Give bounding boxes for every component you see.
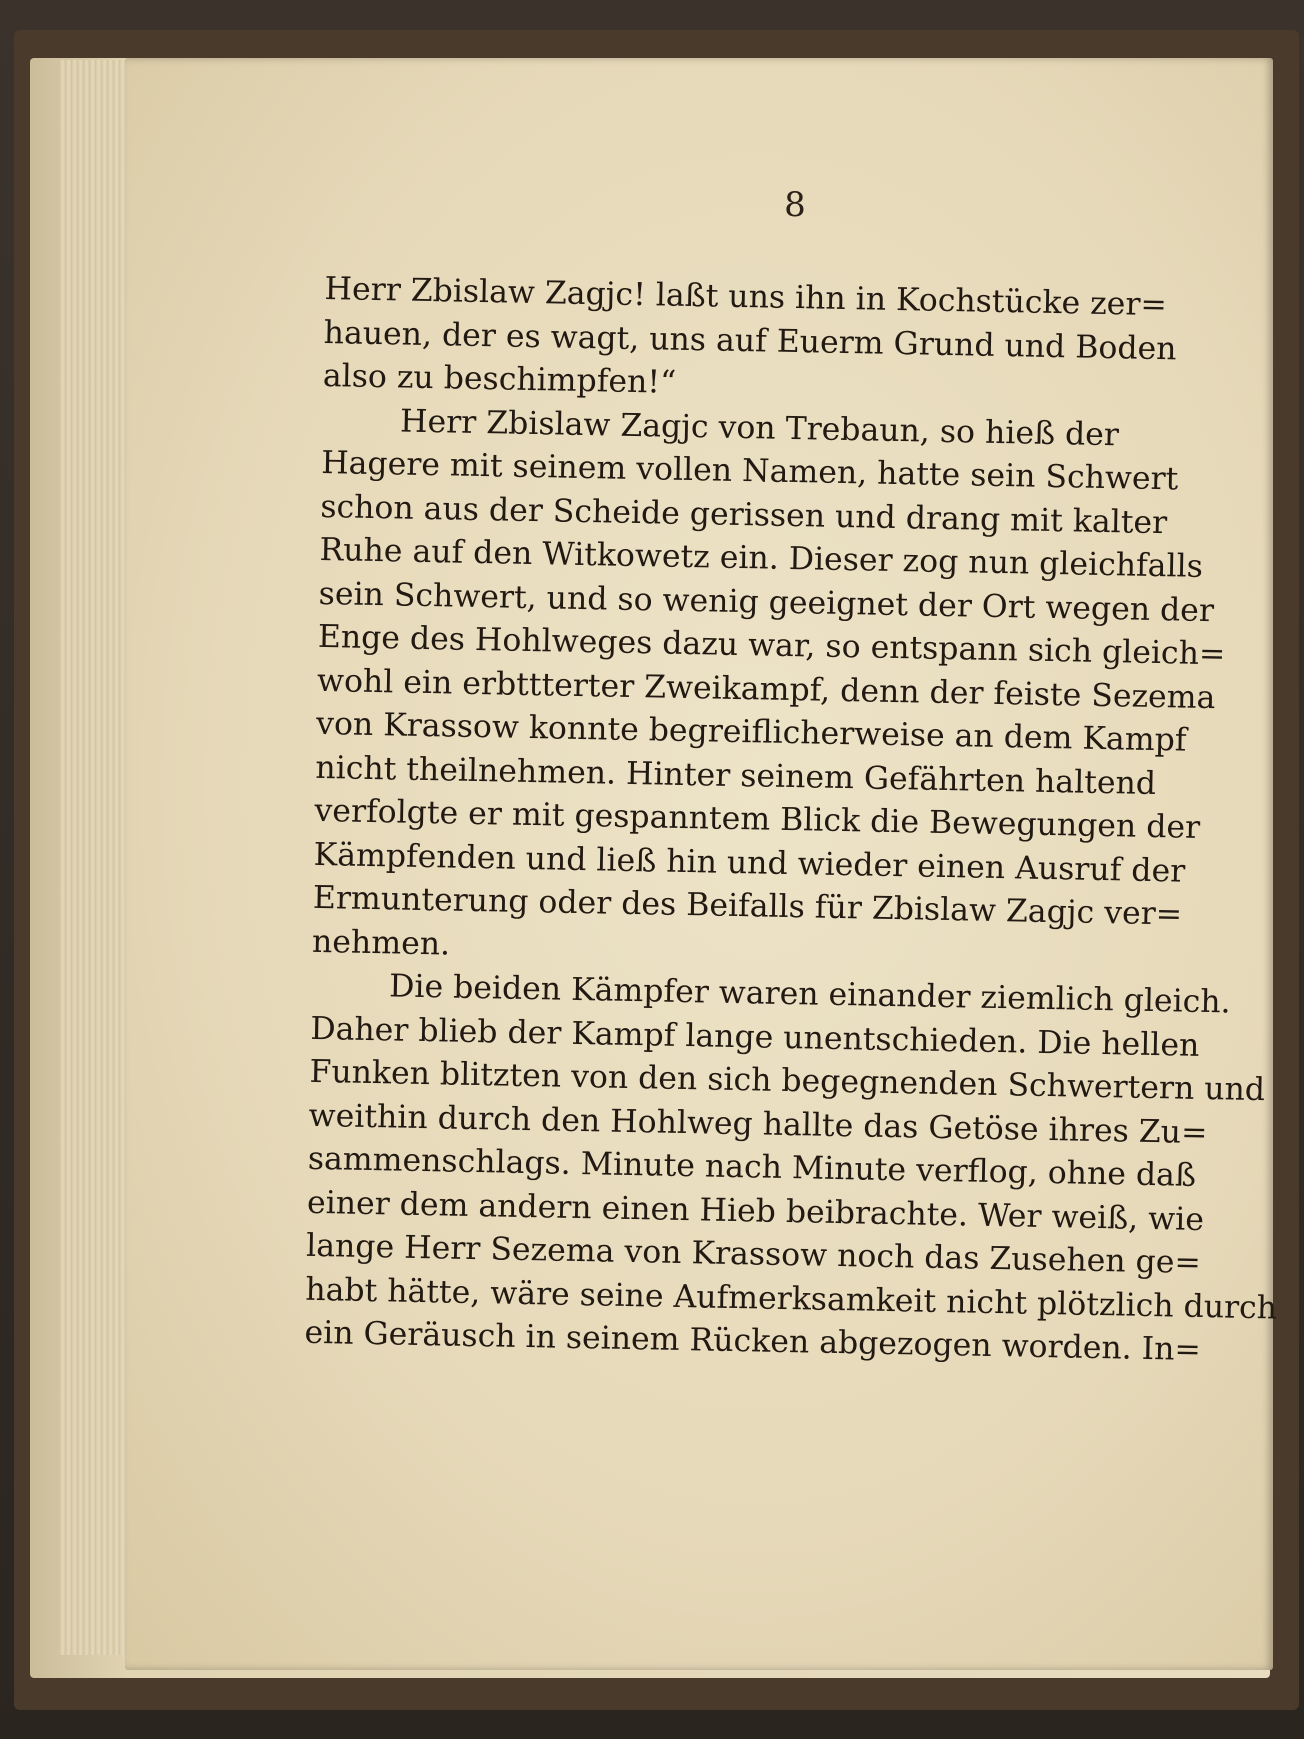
- text-line: lange Herr Sezema von Krassow noch das Zusehen ge=: [305, 1227, 1202, 1281]
- text-line: hauen, der es wagt, uns auf Euerm Grund und Boden: [323, 314, 1177, 367]
- paragraph-3: [304, 964, 1278, 1373]
- text-line: Funken blitzten von den sich begegnenden Schwertern und: [309, 1053, 1266, 1109]
- text-line: einer dem andern einen Hieb beibrachte. Wer weiß, wie: [306, 1184, 1205, 1238]
- text-line: wohl ein erbttterter Zweikampf, denn der feiste Sezema: [316, 662, 1216, 716]
- page-number: 8: [784, 185, 806, 225]
- text-line: Enge des Hohlweges dazu war, so entspann sich gleich=: [317, 618, 1226, 673]
- text-line: Herr Zbislaw Zagjc von Trebaun, so hieß der: [399, 402, 1120, 453]
- text-line: Daher blieb der Kampf lange unentschieden. Die hellen: [310, 1010, 1200, 1064]
- text-line: schon aus der Scheide gerissen und drang mit kalter: [320, 488, 1168, 541]
- text-line: habt hätte, wäre seine Aufmerksamkeit nicht plötzlich durch: [305, 1271, 1278, 1326]
- text-line: Die beiden Kämpfer waren einander ziemlich gleich.: [388, 968, 1231, 1021]
- text-line: Hagere mit seinem vollen Namen, hatte sein Schwert: [320, 444, 1179, 498]
- text-line: Herr Zbislaw Zagjc! laßt uns ihn in Kochstücke zer=: [324, 270, 1168, 324]
- page-text: [304, 268, 1278, 1373]
- text-line: von Krassow konnte begreiflicherweise an dem Kampf: [315, 705, 1187, 759]
- text-line: verfolgte er mit gespanntem Blick die Bewegungen der: [314, 792, 1201, 846]
- text-line: weithin durch den Hohlweg hallte das Getöse ihres Zu=: [308, 1097, 1208, 1151]
- text-line: sammenschlags. Minute nach Minute verflog, ohne daß: [307, 1140, 1197, 1194]
- text-line: nehmen.: [311, 923, 451, 963]
- text-line: nicht theilnehmen. Hinter seinem Gefährten haltend: [315, 749, 1157, 802]
- paragraph-2: [312, 398, 1228, 981]
- text-line: ein Geräusch in seinem Rücken abgezogen worden. In=: [304, 1314, 1202, 1369]
- paragraph-1: [322, 268, 1229, 416]
- text-line: sein Schwert, und so wenig geeignet der Ort wegen der: [318, 575, 1215, 629]
- text-line: Ruhe auf den Witkowetz ein. Dieser zog nun gleichfalls: [319, 531, 1204, 585]
- text-line: Kämpfenden und ließ hin und wieder einen Ausruf der: [313, 836, 1186, 890]
- text-line: also zu beschimpfen!“: [322, 357, 677, 401]
- text-line: Ermunterung oder des Beifalls für Zbislaw Zagjc ver=: [312, 879, 1183, 933]
